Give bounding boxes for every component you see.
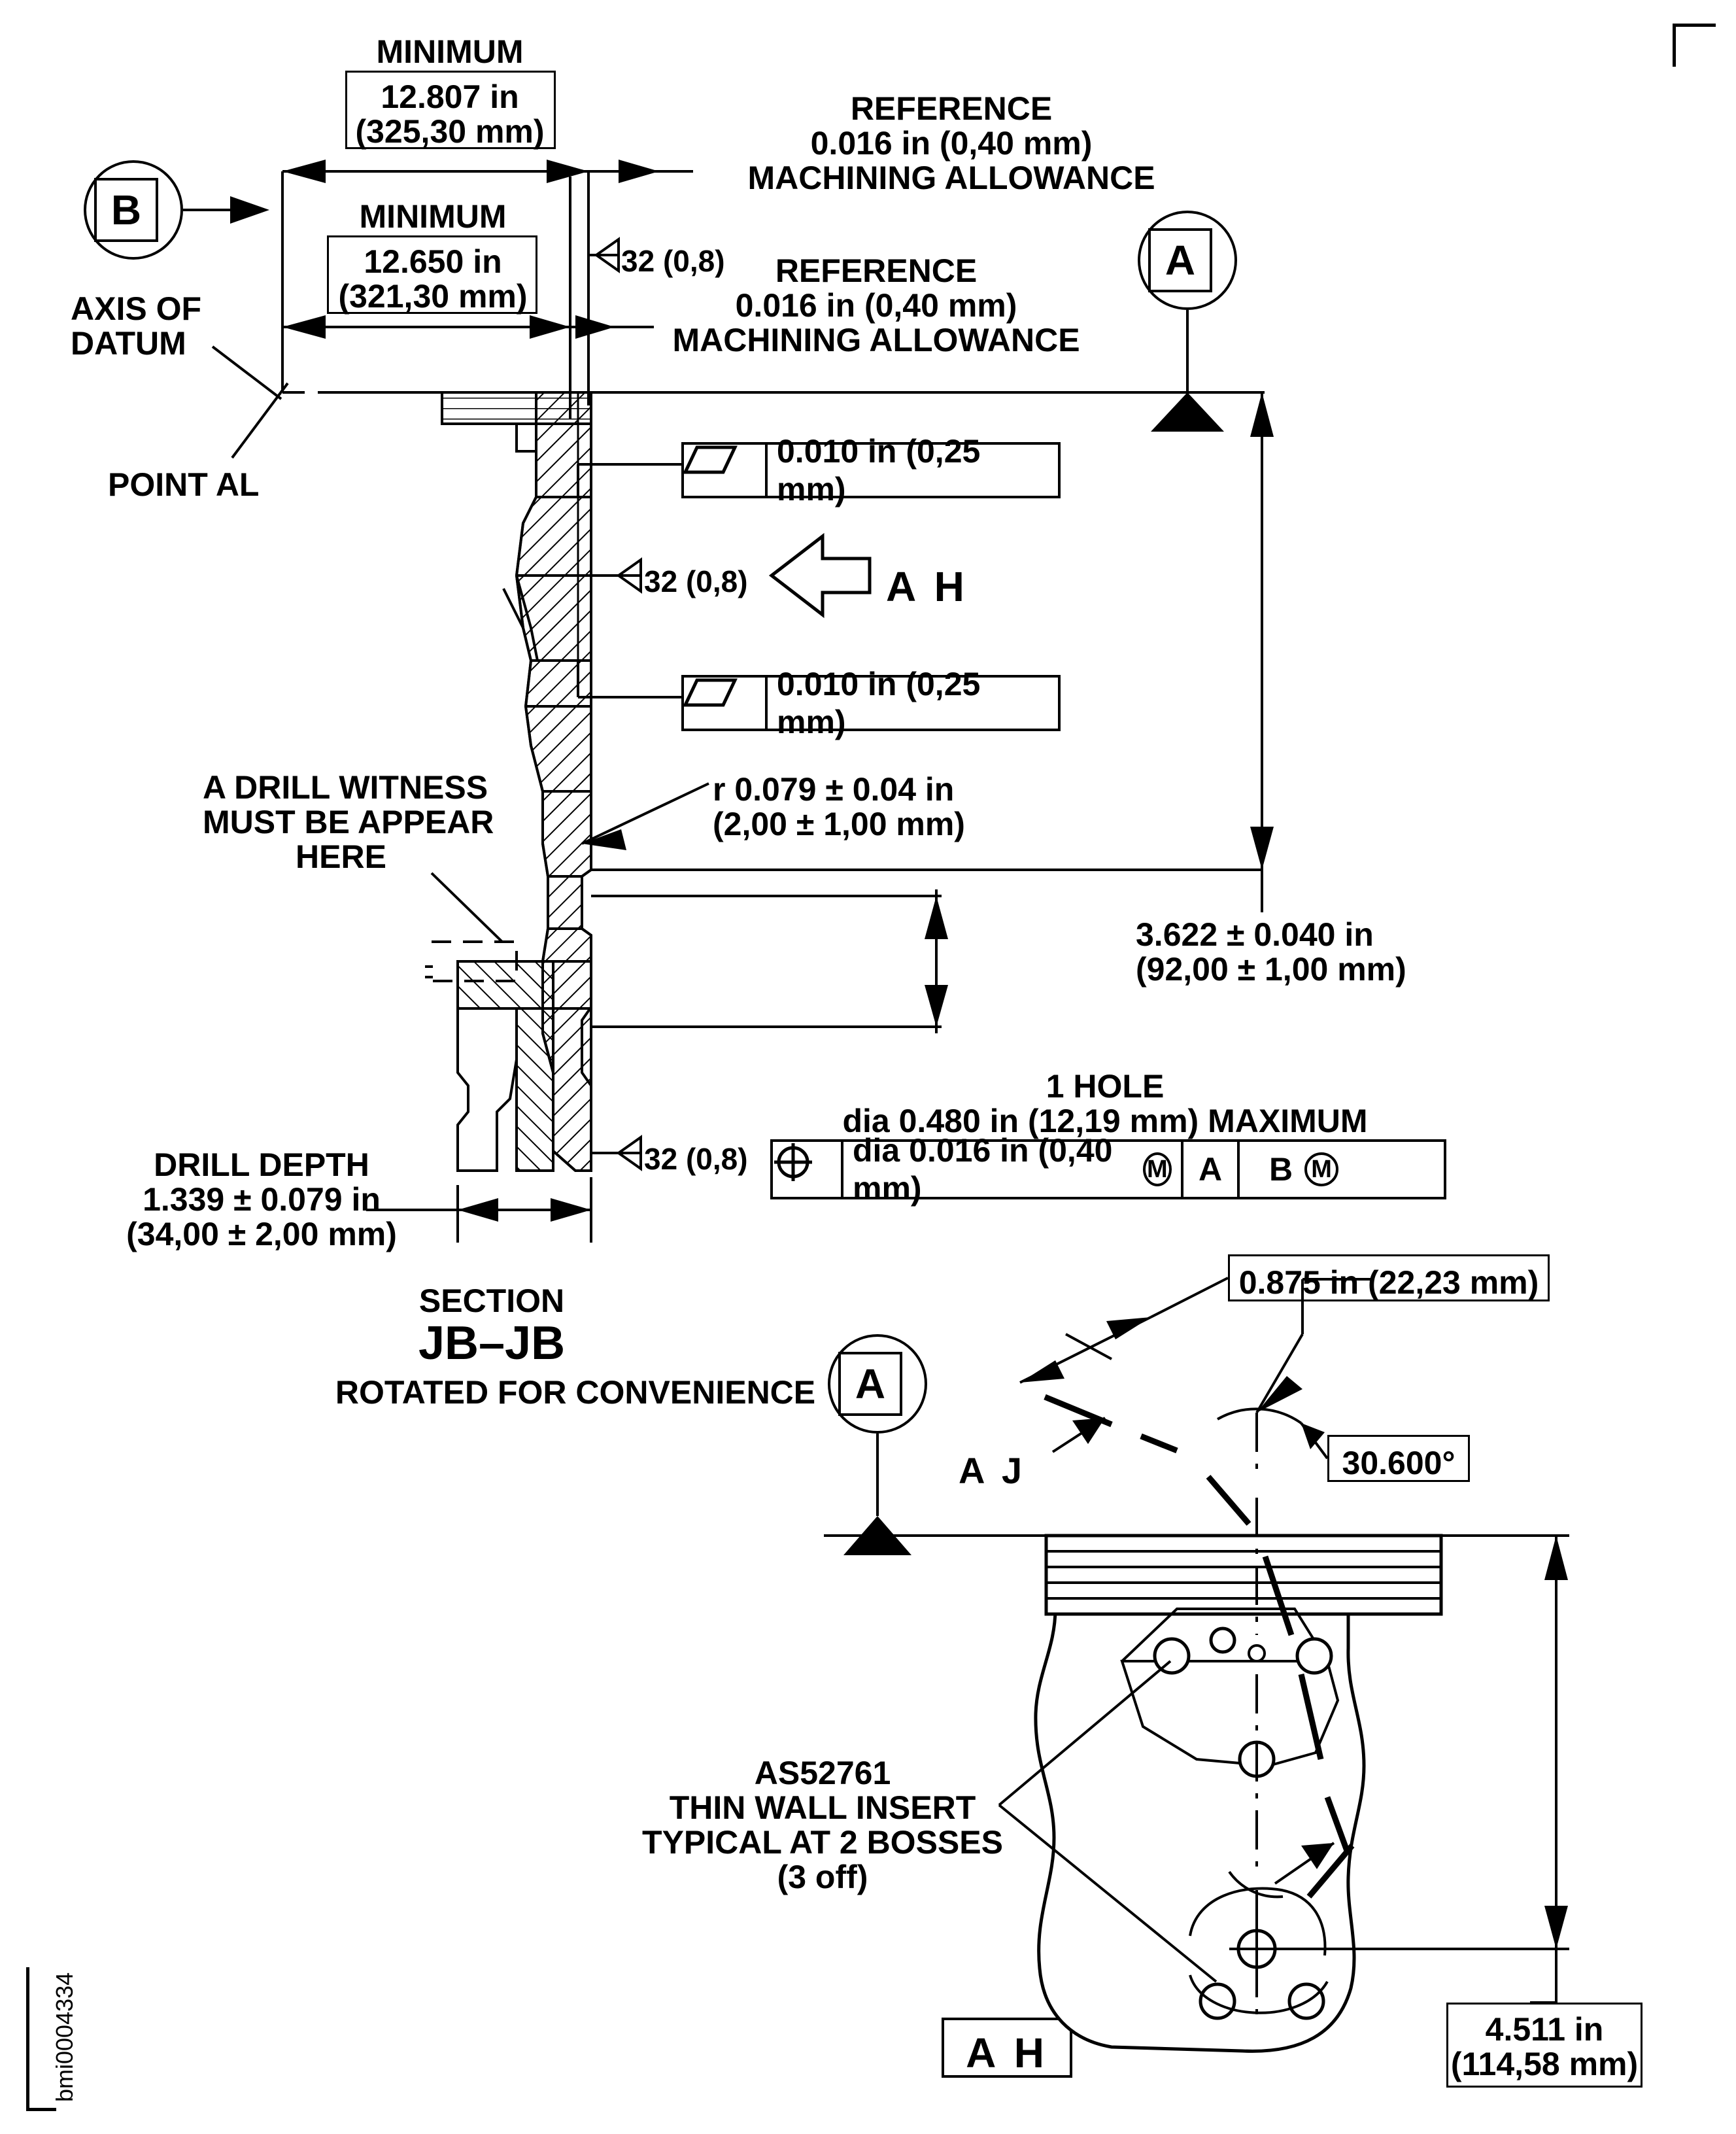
one-hole-line1: 1 HOLE bbox=[1046, 1068, 1165, 1105]
minimum-1-label: MINIMUM bbox=[376, 33, 524, 70]
insert-note-line1: AS52761 bbox=[754, 1755, 891, 1791]
reference-2-line3: MACHINING ALLOWANCE bbox=[672, 322, 1080, 358]
modifier-m-1-icon: M bbox=[1143, 1152, 1172, 1186]
position-datum-b-letter: B bbox=[1268, 1151, 1293, 1188]
drawing-id-label: bmi0004334 bbox=[51, 1972, 78, 2102]
drill-witness-line1: A DRILL WITNESS bbox=[203, 769, 488, 806]
height-dim-line2: (92,00 ± 1,00 mm) bbox=[1136, 951, 1406, 988]
point-al-label: POINT AL bbox=[108, 466, 260, 503]
reference-1-line2: 0.016 in (0,40 mm) bbox=[810, 125, 1093, 162]
datum-a-letter-bottom: A bbox=[855, 1360, 886, 1407]
reference-1-line1: REFERENCE bbox=[850, 90, 1053, 127]
section-title-line1: SECTION bbox=[418, 1282, 565, 1319]
view-arrow-label-ah-top: A H bbox=[886, 563, 968, 610]
drill-depth-line3: (34,00 ± 2,00 mm) bbox=[126, 1216, 397, 1252]
drill-depth-line1: DRILL DEPTH bbox=[154, 1146, 369, 1183]
height-dim-line1: 3.622 ± 0.040 in bbox=[1136, 916, 1374, 953]
section-title-line3: ROTATED FOR CONVENIENCE bbox=[335, 1374, 816, 1411]
dim-4511-line1: 4.511 in bbox=[1485, 2011, 1604, 2048]
minimum-1-value-mm: (325,30 mm) bbox=[355, 113, 545, 150]
axis-of-datum-line1: AXIS OF bbox=[71, 290, 202, 327]
insert-note-line3: TYPICAL AT 2 BOSSES bbox=[642, 1824, 1003, 1861]
insert-note-line4: (3 off) bbox=[777, 1859, 868, 1895]
datum-a-letter-top: A bbox=[1165, 237, 1196, 284]
minimum-2-label: MINIMUM bbox=[359, 198, 507, 235]
position-value-text: dia 0.016 in (0,40 mm) bbox=[853, 1132, 1113, 1207]
minimum-2-value-mm: (321,30 mm) bbox=[338, 278, 528, 315]
drill-witness-line2: MUST BE APPEAR bbox=[203, 804, 494, 840]
surface-finish-3-label: 32 (0,8) bbox=[644, 1142, 748, 1176]
angle-306-value: 30.600° bbox=[1342, 1445, 1455, 1481]
parallelism-value-2: 0.010 in (0,25 mm) bbox=[777, 666, 981, 740]
reference-1-line3: MACHINING ALLOWANCE bbox=[747, 160, 1155, 196]
view-label-ah-bottom: A H bbox=[966, 2029, 1048, 2076]
minimum-2-value-in: 12.650 in bbox=[364, 243, 502, 280]
radius-line1: r 0.079 ± 0.04 in bbox=[713, 771, 955, 808]
section-mark-aj-1: A J bbox=[959, 1450, 1027, 1491]
radius-line2: (2,00 ± 1,00 mm) bbox=[713, 806, 965, 842]
position-datum-a: A bbox=[1183, 1142, 1240, 1197]
reference-2-line2: 0.016 in (0,40 mm) bbox=[735, 287, 1017, 324]
reference-2-line1: REFERENCE bbox=[775, 252, 978, 289]
dim-0875-value: 0.875 in (22,23 mm) bbox=[1238, 1264, 1539, 1301]
insert-note-line2: THIN WALL INSERT bbox=[669, 1789, 976, 1826]
section-title-line2: JB–JB bbox=[418, 1317, 566, 1369]
surface-finish-2-label: 32 (0,8) bbox=[644, 564, 748, 598]
drill-witness-line3: HERE bbox=[296, 838, 386, 875]
minimum-1-value-in: 12.807 in bbox=[381, 78, 519, 115]
parallelism-value-1: 0.010 in (0,25 mm) bbox=[777, 433, 981, 508]
modifier-m-2-icon: M bbox=[1304, 1152, 1338, 1186]
dim-4511-line2: (114,58 mm) bbox=[1450, 2046, 1639, 2082]
datum-b-letter: B bbox=[111, 186, 142, 233]
one-hole-line2: dia 0.480 in (12,19 mm) MAXIMUM bbox=[842, 1103, 1368, 1139]
axis-of-datum-line2: DATUM bbox=[71, 325, 186, 362]
surface-finish-1-label: 32 (0,8) bbox=[621, 244, 725, 278]
drill-depth-line2: 1.339 ± 0.079 in bbox=[143, 1181, 381, 1218]
